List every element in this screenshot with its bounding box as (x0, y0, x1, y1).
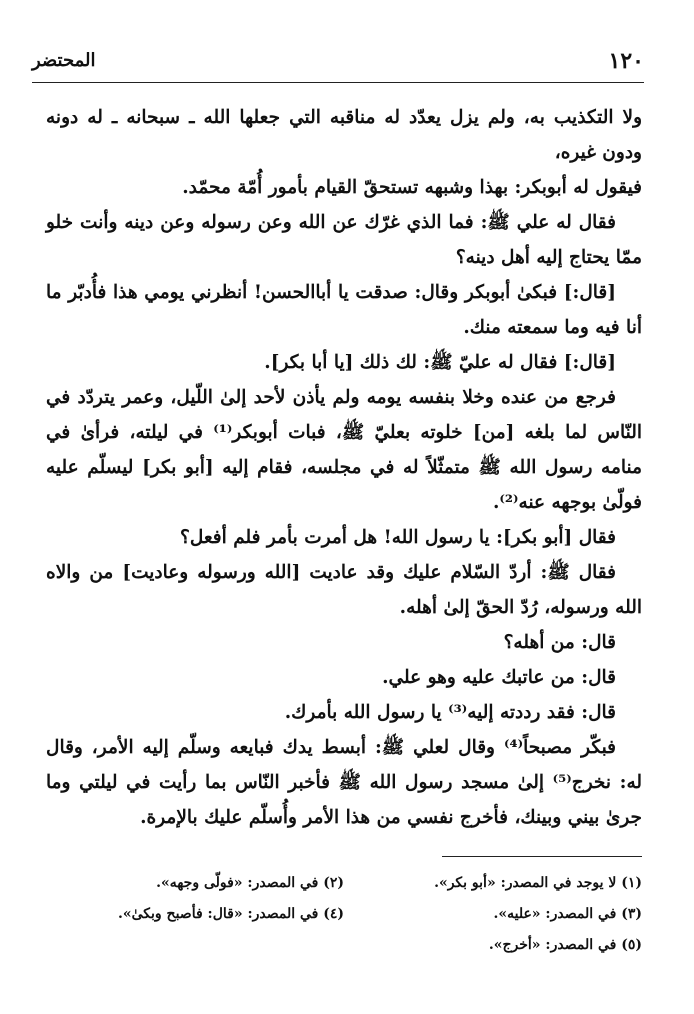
footnote-rule (442, 856, 642, 857)
paragraph: [قال:] فقال له عليّ ﷺ: لك ذلك [يا أبا بكر]. (264, 352, 616, 373)
footnotes (46, 868, 642, 961)
paragraph: فبكّر مصبحاً⁽⁴⁾ وقال لعلي ﷺ: أبسط يدك فبايعه وسلّم إليه الأمر، وقال له: نخرج⁽⁵⁾ إلىٰ مسجد رسول الله ﷺ فأخبر النّاس بما رأيت في ليلتي وما جرىٰ بيني وبينك، فأخرج نفسي من هذا الأمر وأُسلّم عليك بالإمرة. (46, 737, 643, 828)
footnote-row (46, 930, 642, 961)
footnote: (٤) في المصدر: «قال: فأصبح وبكىٰ». (117, 906, 344, 922)
footnote: (١) لا يوجد في المصدر: «أبو بكر». (434, 875, 642, 891)
paragraph: قال: من عاتبك عليه وهو علي. (382, 667, 616, 688)
footnote-row (46, 868, 642, 899)
body-text (46, 100, 642, 835)
footnote-row (46, 899, 642, 930)
book-title: المحتضر (32, 50, 96, 71)
paragraph: فرجع من عنده وخلا بنفسه يومه ولم يأذن لأحد إلىٰ اللّيل، وعمر يتردّد في النّاس لما بلغه [من] خلوته بعليّ ﷺ، فبات أبوبكر⁽¹⁾ في ليلته، فرأىٰ في منامه رسول الله ﷺ متمثّلاً له في مجلسه، فقام إليه [أبو بكر] ليسلّم عليه فولّىٰ بوجهه عنه⁽²⁾. (46, 387, 642, 513)
paragraph: قال: فقد رددته إليه⁽³⁾ يا رسول الله بأمرك. (284, 702, 616, 723)
page-number: ١٢٠ (608, 48, 644, 74)
paragraph: ولا التكذيب به، ولم يزل يعدّد له مناقبه التي جعلها الله ـ سبحانه ـ له دونه ودون غيره، (46, 107, 642, 163)
header-rule (32, 82, 644, 83)
paragraph: قال: من أهله؟ (503, 632, 616, 653)
running-header (32, 48, 644, 78)
footnote: (٣) في المصدر: «عليه». (493, 906, 642, 922)
footnote: (٥) في المصدر: «أخرج». (488, 937, 642, 953)
footnote: (٢) في المصدر: «فولّى وجهه». (156, 875, 344, 891)
paragraph: فيقول له أبوبكر: بهذا وشبهه تستحقّ القيام بأمور أُمّة محمّد. (182, 177, 642, 198)
paragraph: فقال له علي ﷺ: فما الذي غرّك عن الله وعن رسوله وعن دينه وأنت خلو ممّا يحتاج إليه أهل دينه؟ (46, 212, 642, 268)
paragraph: فقال ﷺ: أردّ السّلام عليك وقد عاديت [الله ورسوله وعاديت] من والاه الله ورسوله، رُدّ الحقّ إلىٰ أهله. (46, 562, 642, 618)
paragraph: [قال:] فبكىٰ أبوبكر وقال: صدقت يا أباالحسن! أنظرني يومي هذا فأُدبّر ما أنا فيه وما سمعته منك. (46, 282, 642, 338)
paragraph: فقال [أبو بكر]: يا رسول الله! هل أمرت بأمر فلم أفعل؟ (180, 527, 616, 548)
